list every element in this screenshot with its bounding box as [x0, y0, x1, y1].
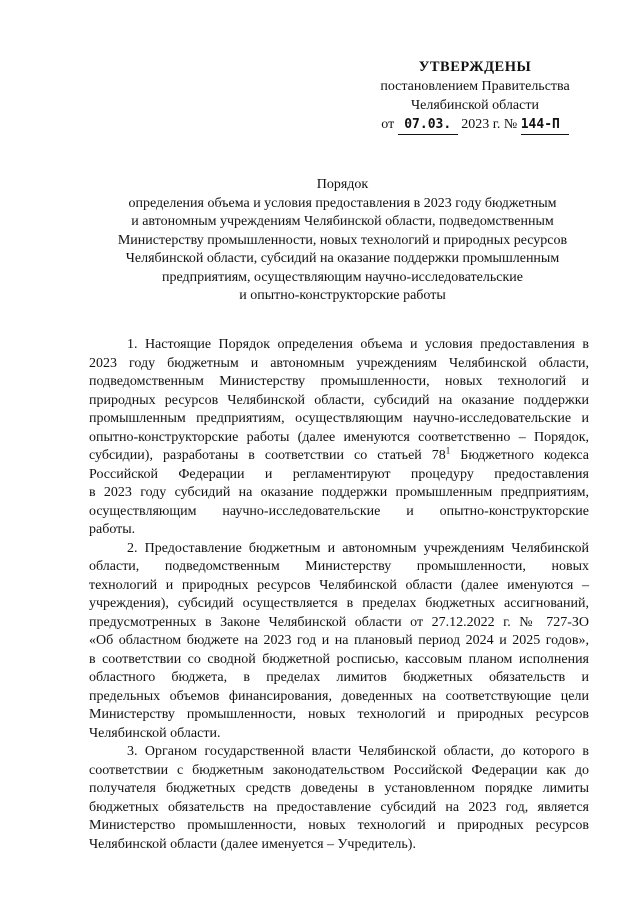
approval-line-2: Челябинской области — [411, 98, 539, 113]
paragraph-1-line-with-superscript — [89, 447, 589, 466]
paragraph-1-line: промышленным предприятиям, осуществляющим научно-исследовательские и — [89, 411, 589, 426]
title-line: Министерству промышленности, новых технологий и природных ресурсов — [117, 232, 568, 248]
document-body — [89, 336, 589, 854]
paragraph-1-line: подведомственным Министерству промышленности, новых технологий и — [89, 374, 589, 389]
paragraph-3-line: соответствии с бюджетным законодательством Российской Федерации как до — [89, 762, 589, 778]
paragraph-1-line: 1. Настоящие Порядок определения объема и условия предоставления в — [127, 337, 589, 352]
handwritten-number: 144-П — [521, 115, 569, 135]
paragraph-1-text: Бюджетного кодекса — [450, 448, 589, 463]
paragraph-1-text: субсидии), разработаны в соответствии со статьей 78 — [89, 448, 446, 463]
paragraph-2-line: Челябинской области. — [89, 725, 221, 741]
paragraph-3-line: получателя бюджетных средств доведены в установленном порядке лимиты — [89, 781, 589, 796]
title-line: и автономным учреждениям Челябинской области, подведомственным — [131, 214, 554, 229]
paragraph-3-line: Министерство промышленности, новых технологий и природных ресурсов — [89, 818, 589, 833]
title-line: и опытно-конструкторские работы — [239, 288, 446, 303]
paragraph-2-line: области, подведомственным Министерству промышленности, новых — [89, 559, 589, 574]
date-prefix: от — [381, 117, 395, 132]
approval-date-line — [360, 115, 590, 135]
paragraph-2-line: учреждения), субсидий осуществляется в пределах бюджетных ассигнований, — [89, 596, 589, 611]
title-line: предприятиям, осуществляющим научно-исследовательские — [162, 269, 523, 285]
approval-heading: УТВЕРЖДЕНЫ — [418, 59, 532, 75]
approval-stamp — [360, 58, 590, 135]
paragraph-1-line: осуществляющим научно-исследовательские и опытно-конструкторские — [89, 503, 589, 519]
paragraph-1-line: работы. — [89, 522, 136, 537]
paragraph-2-line: в соответствии со сводной бюджетной росписью, кассовым планом исполнения — [89, 651, 589, 667]
paragraph-2-line: Министерству промышленности, новых технологий и природных ресурсов — [89, 707, 589, 722]
paragraph-2-line: областного бюджета, в пределах лимитов бюджетных обязательств и — [89, 670, 589, 685]
paragraph-3-line: бюджетных обязательств на предоставление субсидий на 2023 год, является — [89, 799, 589, 815]
paragraph-2-line: предусмотренных в Законе Челябинской области от 27.12.2022 г. № 727-ЗО — [89, 614, 589, 630]
handwritten-date: 07.03. — [398, 115, 458, 135]
approval-line-1: постановлением Правительства — [380, 79, 570, 94]
paragraph-3-line: 3. Органом государственной власти Челябинской области, до которого в — [127, 744, 589, 759]
title-word: Порядок — [316, 177, 369, 192]
paragraph-2-line: технологий и природных ресурсов Челябинской области (далее именуются – — [89, 577, 589, 593]
paragraph-2-line: «Об областном бюджете на 2023 год и на плановый период 2024 и 2025 годов», — [89, 633, 589, 648]
document-title — [95, 176, 590, 306]
paragraph-1-line: природных ресурсов Челябинской области, субсидий на оказание поддержки — [89, 392, 589, 408]
paragraph-2-line: предельных объемов финансирования, доведенных на соответствующие цели — [89, 688, 589, 704]
year-text: 2023 г. № — [461, 117, 518, 132]
paragraph-3-line: Челябинской области (далее именуется – Учредитель). — [89, 836, 416, 852]
paragraph-1-line: в 2023 году субсидий на оказание поддержки промышленным предприятиям, — [89, 485, 589, 500]
paragraph-1-line: опытно-конструкторские работы (далее именуются соответственно – Порядок, — [89, 429, 589, 445]
title-line: определения объема и условия предоставления в 2023 году бюджетным — [128, 195, 557, 211]
paragraph-1-line: Российской Федерации и регламентируют процедуру предоставления — [89, 466, 589, 482]
article-superscript: 1 — [445, 445, 451, 456]
paragraph-1-line: 2023 году бюджетным и автономным учреждениям Челябинской области, — [89, 355, 589, 371]
title-line: Челябинской области, субсидий на оказание поддержки промышленным — [125, 251, 560, 266]
paragraph-2-line: 2. Предоставление бюджетным и автономным учреждениям Челябинской — [127, 540, 589, 556]
